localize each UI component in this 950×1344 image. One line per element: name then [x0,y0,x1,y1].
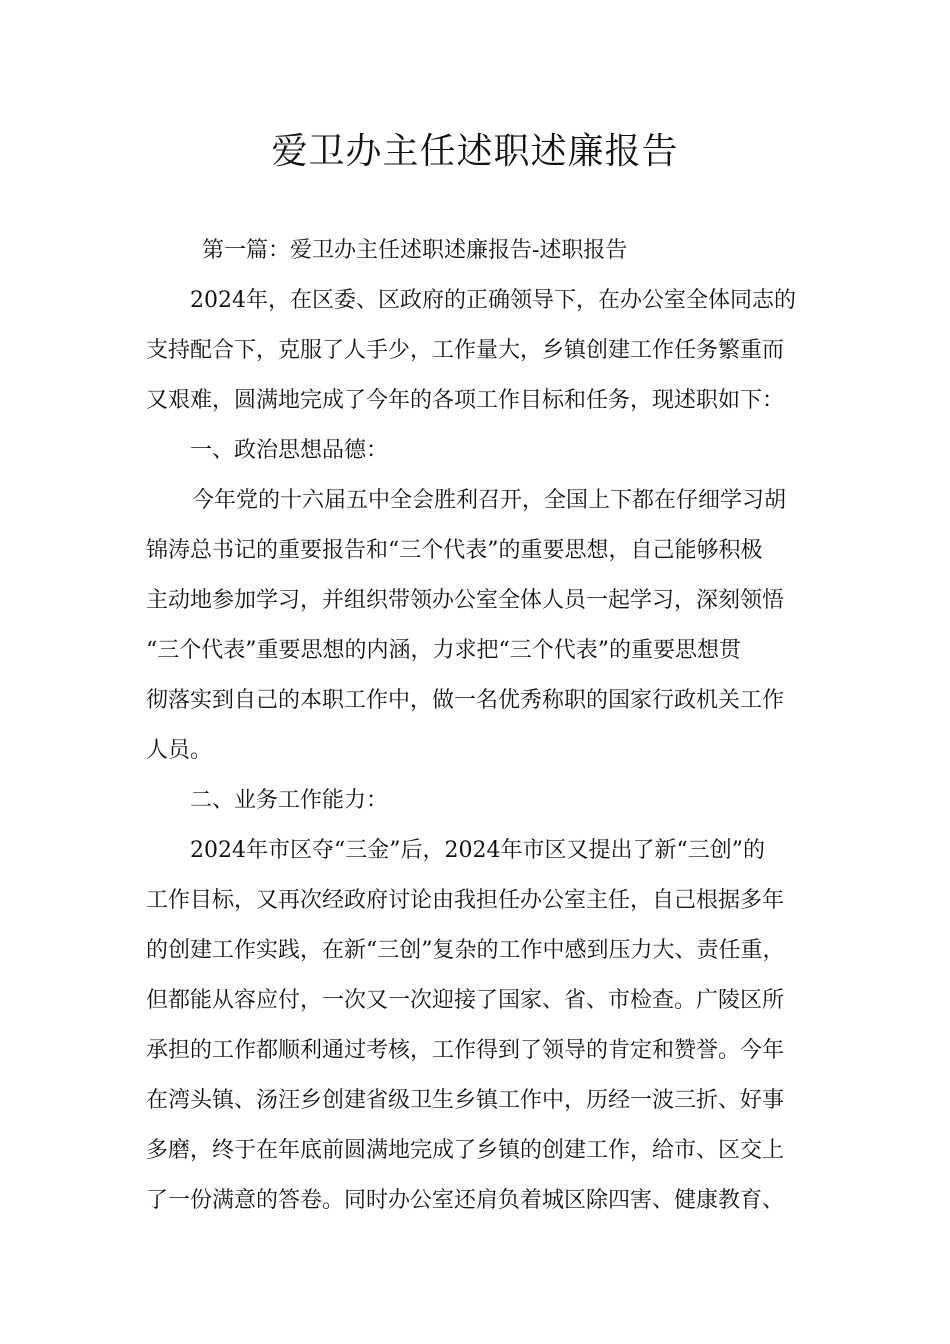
paragraph-line: 人员。 [146,738,213,763]
paragraph-line: 主动地参加学习，并组织带领办公室全体人员一起学习，深刻领悟 [146,588,785,613]
paragraph-line: 在湾头镇、汤汪乡创建省级卫生乡镇工作中，历经一波三折、好事 [146,1088,785,1113]
paragraph-line: 彻落实到自己的本职工作中，做一名优秀称职的国家行政机关工作 [146,688,785,713]
document-body [146,226,808,1226]
paragraph-line: 承担的工作都顺利通过考核，工作得到了领导的肯定和赞誉。今年 [146,1038,785,1063]
document-title: 爱卫办主任述职述廉报告 [271,131,679,172]
paragraph-line: 的创建工作实践，在新“三创”复杂的工作中感到压力大、责任重， [146,938,785,963]
section-heading: 二、业务工作能力： [190,788,389,813]
paragraph-line: 支持配合下，克服了人手少，工作量大，乡镇创建工作任务繁重而 [146,338,785,363]
paragraph-line: 了一份满意的答卷。同时办公室还肩负着城区除四害、健康教育、 [146,1188,785,1213]
paragraph-line: 多磨，终于在年底前圆满地完成了乡镇的创建工作，给市、区交上 [146,1138,785,1163]
paragraph-line: 锦涛总书记的重要报告和“三个代表”的重要思想，自己能够积极 [146,538,763,563]
paragraph-line: 但都能从容应付，一次又一次迎接了国家、省、市检查。广陵区所 [146,988,785,1013]
paragraph-line: 2024年，在区委、区政府的正确领导下，在办公室全体同志的 [190,288,796,313]
section-heading: 一、政治思想品德： [190,438,389,463]
document-subtitle: 第一篇：爱卫办主任述职述廉报告-述职报告 [202,238,628,263]
paragraph-line: 2024年市区夺“三金”后，2024年市区又提出了新“三创”的 [190,838,765,863]
paragraph-line: 今年党的十六届五中全会胜利召开，全国上下都在仔细学习胡 [192,488,787,513]
paragraph-line: 工作目标，又再次经政府讨论由我担任办公室主任，自己根据多年 [146,888,785,913]
paragraph-line: “三个代表”重要思想的内涵，力求把“三个代表”的重要思想贯 [146,638,741,663]
paragraph-line: 又艰难，圆满地完成了今年的各项工作目标和任务，现述职如下： [146,388,785,413]
